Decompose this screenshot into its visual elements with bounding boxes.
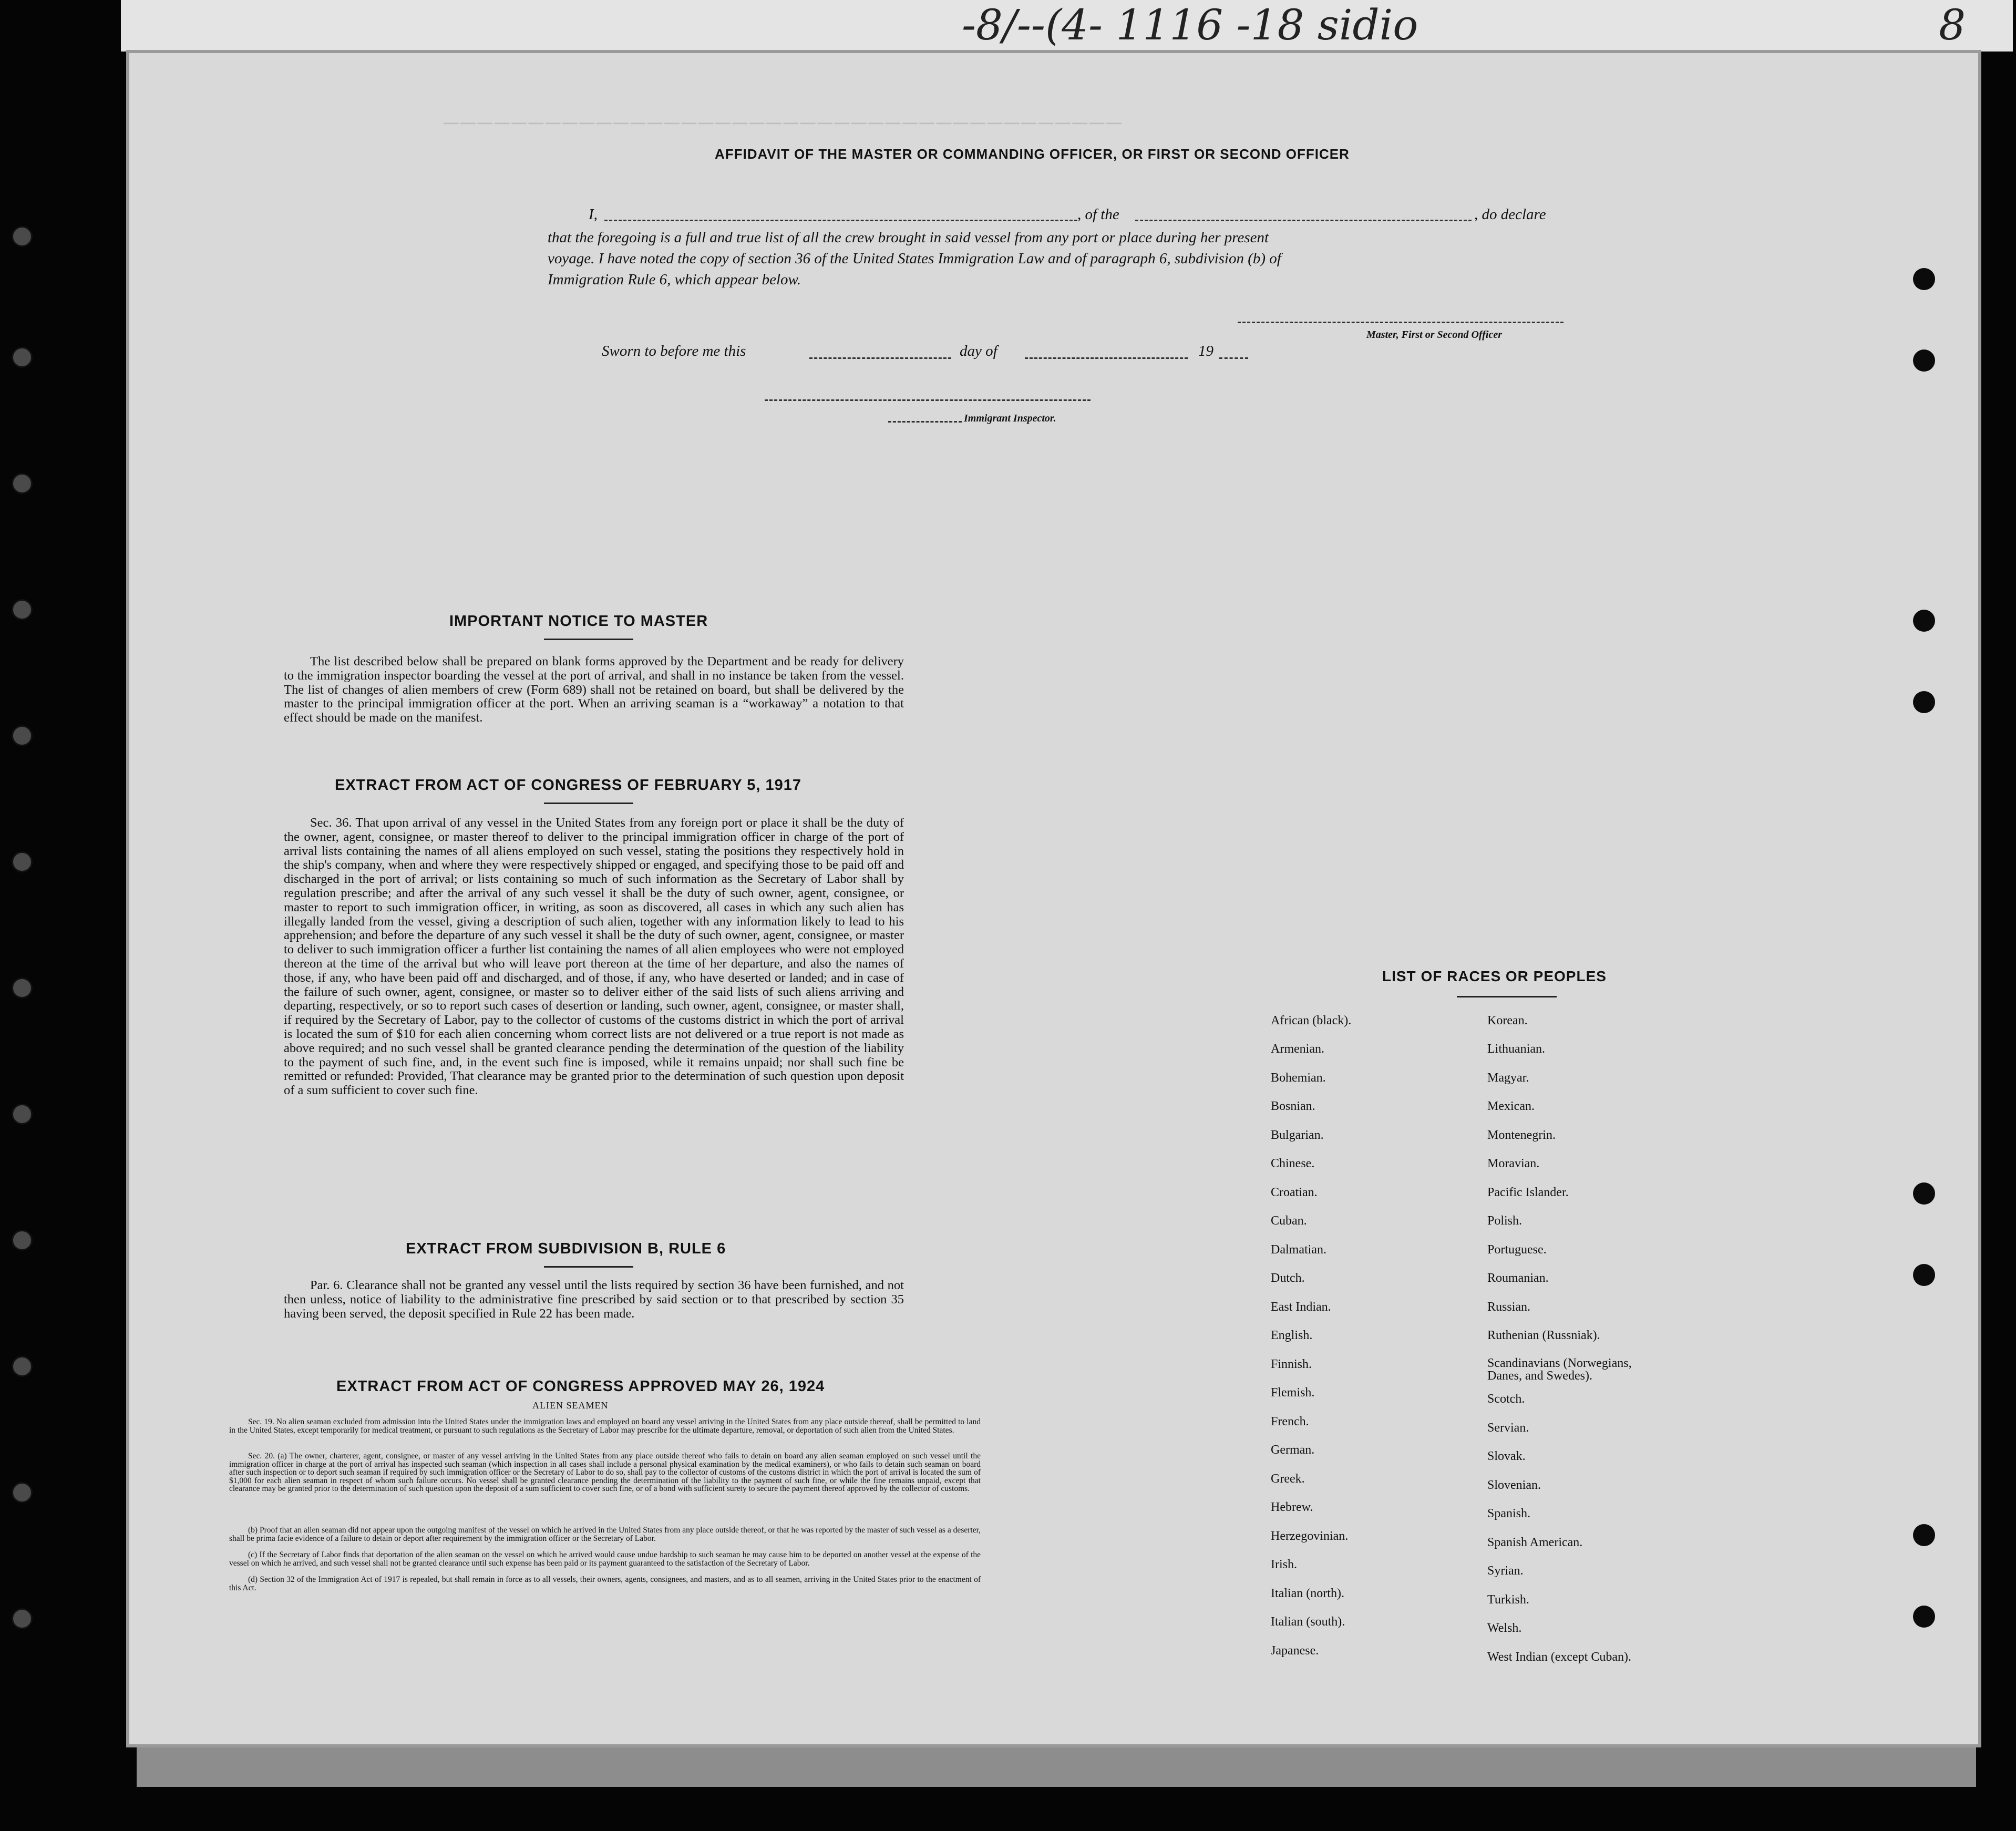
race-item: Chinese.: [1271, 1157, 1315, 1170]
race-item: West Indian (except Cuban).: [1487, 1650, 1631, 1664]
notice-title: IMPORTANT NOTICE TO MASTER: [449, 613, 708, 630]
race-item: Cuban.: [1271, 1214, 1307, 1228]
affidavit-line-3: voyage. I have noted the copy of section 36 of the United States Immigration Law and of paragraph 6, subdivision (b) of: [548, 250, 1281, 267]
binder-hole: [12, 1356, 33, 1377]
race-item: Finnish.: [1271, 1357, 1312, 1371]
sec20a-text: Sec. 20. (a) The owner, charterer, agent, consignee, or master of any vessel arriving in the United States from any place outside thereof who fails to detain on board any alien seaman employed on such vessel until the immigration officer in charge at the port of arrival has inspected such seaman (which inspection in all cases shall include a personal physical examination by the medical examiners), or who fails to detain such seaman on board after such inspection or to deport such seaman if required by such immigration officer or the Secretary of Labor to do so, shall pay to the collector of customs of the customs district in which the port of arrival is located the sum of $1,000 for each alien seaman in respect of whom such failure occurs. No vessel shall be granted clearance pending the determination of the liability to the payment of such fine, or while the fine remains unpaid, except that clearance may be granted prior to the determination of such question upon the deposit of a sum sufficient to cover such fine, or of a bond with sufficient surety to secure the payment thereof approved by the collector of customs.: [229, 1452, 981, 1494]
race-item: Servian.: [1487, 1421, 1529, 1435]
binder-hole: [12, 1482, 33, 1503]
binder-hole: [12, 473, 33, 494]
race-item: Spanish.: [1487, 1507, 1531, 1520]
race-item: Korean.: [1487, 1014, 1528, 1027]
inspector-signature-field[interactable]: [765, 399, 1091, 401]
extract-1917-underline: [544, 803, 633, 804]
of-the-label: , of the: [1077, 206, 1119, 223]
race-item: Scotch.: [1487, 1392, 1525, 1406]
race-item: Portuguese.: [1487, 1243, 1547, 1257]
sworn-year-field[interactable]: [1219, 357, 1248, 359]
do-declare-label: , do declare: [1474, 206, 1546, 223]
race-item: Dalmatian.: [1271, 1243, 1326, 1257]
year-label: 19: [1198, 343, 1213, 359]
race-item: Armenian.: [1271, 1042, 1324, 1056]
rule6-underline: [544, 1266, 633, 1268]
punch-hole: [1913, 610, 1935, 632]
master-signature-label: Master, First or Second Officer: [1366, 329, 1502, 341]
race-item: Irish.: [1271, 1558, 1297, 1571]
bleed-through-title: ────────────────────────────────────────: [441, 111, 1122, 135]
race-item: Bosnian.: [1271, 1099, 1315, 1113]
binder-hole: [12, 1104, 33, 1125]
master-signature-field[interactable]: [1238, 322, 1564, 323]
race-item: Hebrew.: [1271, 1500, 1313, 1514]
races-title: LIST OF RACES OR PEOPLES: [1382, 968, 1607, 984]
race-item: Magyar.: [1487, 1071, 1529, 1085]
affidavit-title: AFFIDAVIT OF THE MASTER OR COMMANDING OFFICER, OR FIRST OR SECOND OFFICER: [715, 146, 1350, 162]
punch-hole: [1913, 691, 1935, 713]
binder-hole: [12, 226, 33, 247]
race-item: Greek.: [1271, 1472, 1305, 1486]
punch-hole: [1913, 268, 1935, 290]
binder-hole: [12, 851, 33, 872]
punch-hole: [1913, 1606, 1935, 1628]
race-item: Montenegrin.: [1487, 1128, 1556, 1142]
race-item: Flemish.: [1271, 1386, 1315, 1400]
alien-seamen-subhead: ALIEN SEAMEN: [532, 1400, 609, 1411]
binder-hole: [12, 599, 33, 620]
binder-hole: [12, 978, 33, 999]
race-item: Slovenian.: [1487, 1478, 1541, 1492]
sec20d-text: (d) Section 32 of the Immigration Act of 1917 is repealed, but shall remain in force as to all vessels, their owners, agents, consignees, and masters, and as to all seamen, arriving in the United States prior to the enactment of this Act.: [229, 1575, 981, 1592]
sec20b-text: (b) Proof that an alien seaman did not appear upon the outgoing manifest of the vessel on which he arrived in the United States from any place outside thereof, or that he was reported by the master of such vessel as a deserter, shall be prima facie evidence of a failure to detain or deport after requirement by the immigration officer or the Secretary of Labor.: [229, 1526, 981, 1543]
punch-hole: [1913, 1264, 1935, 1286]
race-item: Croatian.: [1271, 1186, 1318, 1199]
race-item: Bulgarian.: [1271, 1128, 1324, 1142]
race-item: Italian (south).: [1271, 1615, 1345, 1629]
vessel-field[interactable]: [1135, 220, 1472, 221]
race-item: African (black).: [1271, 1014, 1352, 1027]
punch-hole: [1913, 349, 1935, 372]
race-item: Lithuanian.: [1487, 1042, 1545, 1056]
race-item: English.: [1271, 1329, 1313, 1342]
race-item: Mexican.: [1487, 1099, 1535, 1113]
race-item: Spanish American.: [1487, 1536, 1583, 1549]
affidavit-i-label: I,: [589, 206, 598, 223]
handwritten-header: -8/--(4- 1116 -18 sidio: [962, 1, 1418, 49]
race-item: Bohemian.: [1271, 1071, 1326, 1085]
rule6-title: EXTRACT FROM SUBDIVISION B, RULE 6: [406, 1240, 726, 1257]
affidavit-line-2: that the foregoing is a full and true list of all the crew brought in said vessel from any port or place during her present: [548, 229, 1269, 246]
extract-1924-title: EXTRACT FROM ACT OF CONGRESS APPROVED MAY 26, 1924: [336, 1378, 825, 1395]
binder-hole: [12, 347, 33, 368]
affidavit-line-4: Immigration Rule 6, which appear below.: [548, 271, 801, 288]
sworn-month-field[interactable]: [1025, 357, 1188, 359]
race-item: Scandinavians (Norwegians, Danes, and Swedes).: [1487, 1356, 1632, 1383]
sworn-label: Sworn to before me this: [602, 343, 746, 359]
race-item: East Indian.: [1271, 1300, 1331, 1314]
sworn-day-field[interactable]: [809, 357, 951, 359]
binder-hole: [12, 1608, 33, 1629]
race-item: Roumanian.: [1487, 1271, 1549, 1285]
race-item: Dutch.: [1271, 1271, 1305, 1285]
top-strip: [121, 0, 2013, 52]
race-item: Turkish.: [1487, 1593, 1529, 1607]
race-item: Italian (north).: [1271, 1587, 1344, 1600]
sec19-text: Sec. 19. No alien seaman excluded from admission into the United States under the immigration laws and employed on board any vessel arriving in the United States from any place outside thereof, shall be permitted to land in the United States, except temporarily for medical treatment, or pursuant to such regulations as the Secretary of Labor may prescribe for the ultimate departure, removal, or deportation of such alien from the United States.: [229, 1417, 981, 1435]
extract-1917-text: Sec. 36. That upon arrival of any vessel in the United States from any foreign port or place it shall be the duty of the owner, agent, consignee, or master thereof to deliver to the principal immigration officer in charge of the port of arrival lists containing the names of all aliens employed on such vessel, stating the positions they respectively hold in the ship's company, when and where they were respectively shipped or engaged, and specifying those to be paid off and discharged in the port of arrival; or lists containing so much of such information as the Secretary of Labor shall by regulation prescribe; and after the arrival of any such vessel it shall be the duty of such owner, agent, consignee, or master to report to such immigration officer, in writing, as soon as discovered, all cases in which any such alien has illegally landed from the vessel, giving a description of such alien, together with any information likely to lead to his apprehension; and before the departure of any such vessel it shall be the duty of such owner, agent, consignee, or master to deliver to such immigration officer a further list containing the names of all alien employees who were not employed thereon at the time of the arrival but who will leave port thereon at the time of her departure, and also the names of those, if any, who have been paid off and discharged, and of those, if any, who have deserted or landed; and in case of the failure of such owner, agent, consignee, or master so to deliver either of the said lists of such aliens arriving and departing, respectively, or so to report such cases of desertion or landing, such owner, agent, consignee, or master shall, if required by the Secretary of Labor, pay to the collector of customs of the customs district in which the port of arrival is located the sum of $10 for each alien concerning whom correct lists are not delivered or a true report is not made as above required; and no such vessel shall be granted clearance pending the determination of the question of the liability to the payment of such fine, and, in the event such fine is imposed, while it remains unpaid; nor shall such fine be remitted or refunded: Provided, That clearance may be granted prior to the determination of such question upon deposit of a sum sufficient to cover such fine.: [284, 816, 904, 1098]
notice-underline: [544, 639, 633, 640]
race-item: Japanese.: [1271, 1644, 1319, 1658]
day-of-label: day of: [960, 343, 997, 359]
race-item: Polish.: [1487, 1214, 1523, 1228]
races-underline: [1457, 996, 1557, 997]
race-item: Moravian.: [1487, 1157, 1540, 1170]
inspector-dash: [888, 421, 962, 423]
name-field[interactable]: [604, 220, 1077, 221]
extract-1917-title: EXTRACT FROM ACT OF CONGRESS OF FEBRUARY 5, 1917: [335, 777, 802, 794]
race-item: Welsh.: [1487, 1621, 1522, 1635]
notice-text: The list described below shall be prepared on blank forms approved by the Department and be ready for delivery to the immigration inspector boarding the vessel at the port of arrival, and shall in no instance be taken from the vessel. The list of changes of alien members of crew (Form 689) shall not be retained on board, but shall be delivered by the master to the principal immigration officer at the port. When an arriving seaman is a “workaway” a notation to that effect should be made on the manifest.: [284, 654, 904, 725]
corner-mark: 8: [1939, 1, 1966, 49]
race-item: Slovak.: [1487, 1449, 1526, 1463]
inspector-label: Immigrant Inspector.: [964, 413, 1056, 424]
binder-hole: [12, 1230, 33, 1251]
sec20c-text: (c) If the Secretary of Labor finds that deportation of the alien seaman on the vessel on which he arrived would cause undue hardship to such seaman he may cause him to be deported on another vessel at the expense of the vessel on which he arrived, and such vessel shall not be granted clearance until such expense has been paid or its payment guaranteed to the satisfaction of the Secretary of Labor.: [229, 1550, 981, 1568]
binder-hole: [12, 725, 33, 746]
race-item: Ruthenian (Russniak).: [1487, 1329, 1600, 1342]
punch-hole: [1913, 1182, 1935, 1205]
rule6-text: Par. 6. Clearance shall not be granted any vessel until the lists required by section 36 have been furnished, and not then unless, notice of liability to the administrative fine prescribed by said section or to that prescribed by section 35 having been served, the deposit specified in Rule 22 has been made.: [284, 1278, 904, 1321]
race-item: German.: [1271, 1443, 1315, 1457]
race-item: Russian.: [1487, 1300, 1531, 1314]
race-item: Syrian.: [1487, 1564, 1524, 1578]
punch-hole: [1913, 1524, 1935, 1546]
race-item: Pacific Islander.: [1487, 1186, 1569, 1199]
race-item: French.: [1271, 1415, 1309, 1428]
race-item: Herzegovinian.: [1271, 1529, 1349, 1543]
